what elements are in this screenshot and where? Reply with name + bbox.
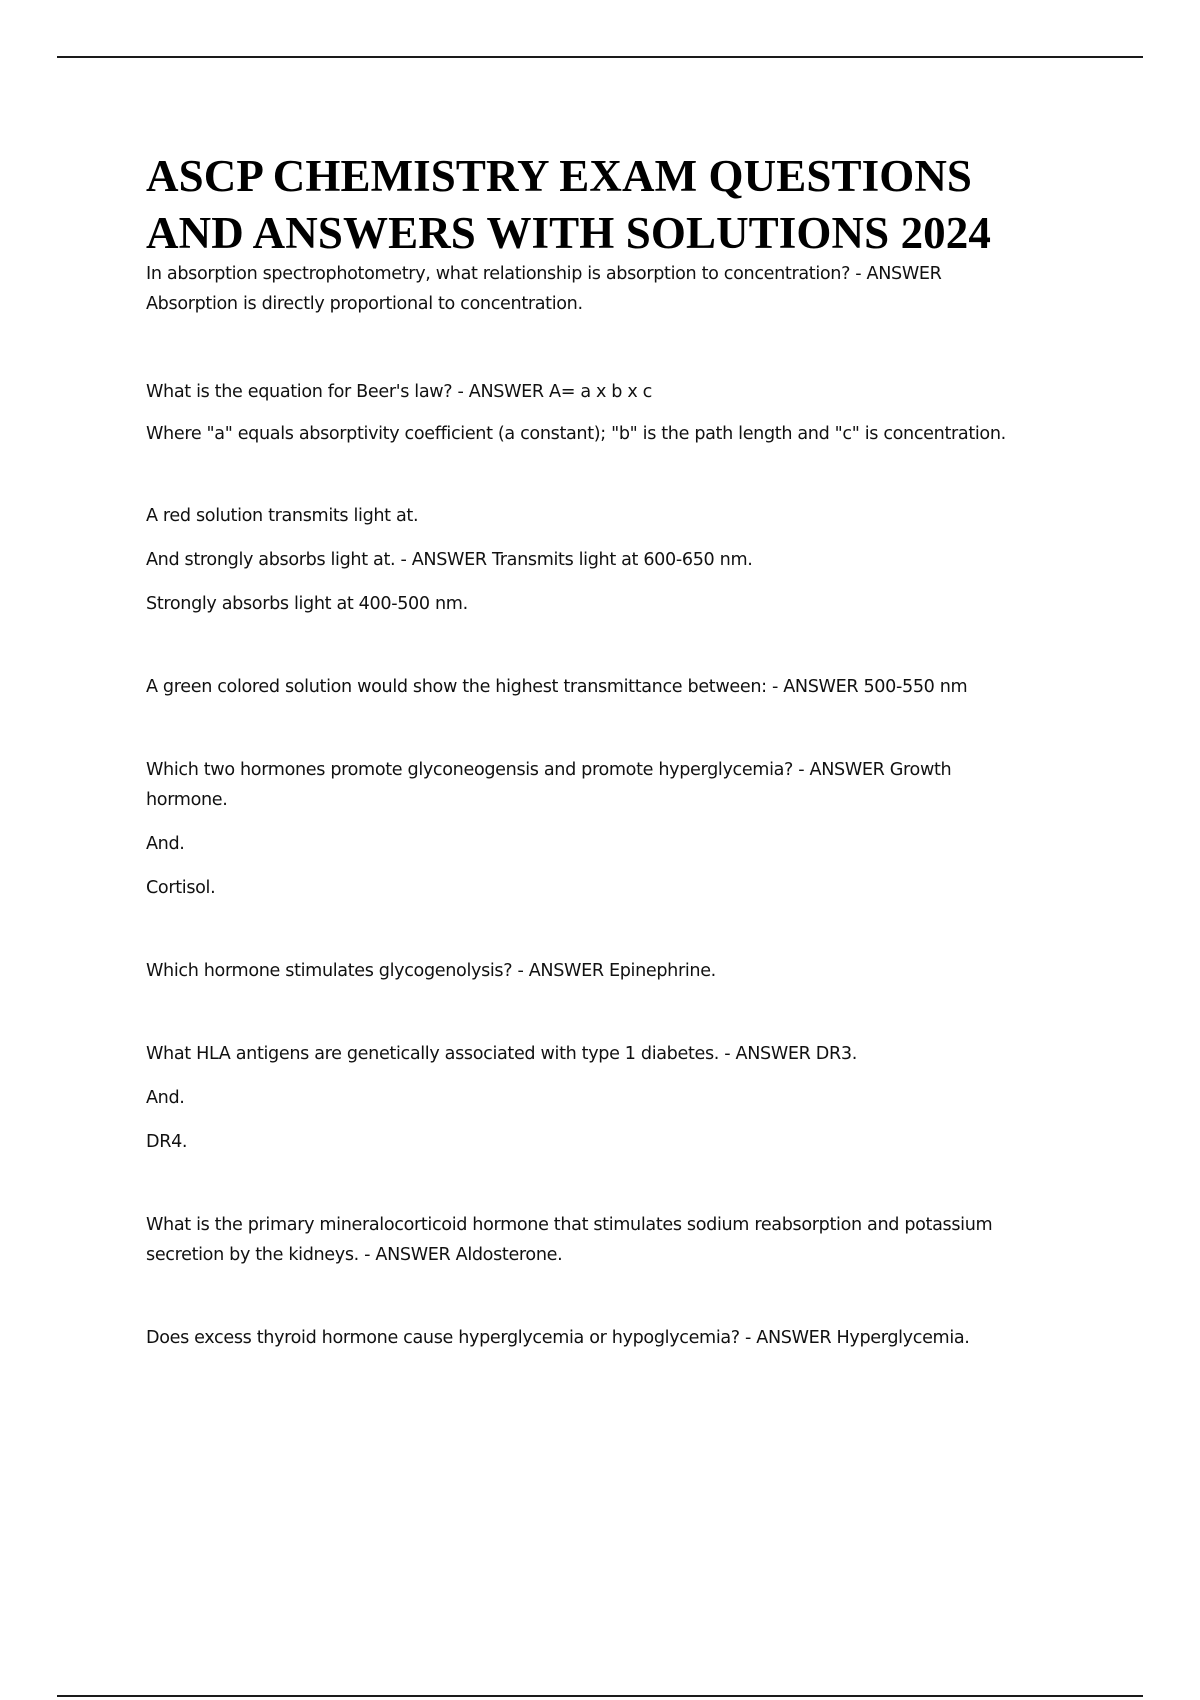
footer-rule: [57, 1695, 1143, 1697]
qa-line: A red solution transmits light at.: [146, 506, 419, 526]
qa-line: Absorption is directly proportional to concentration.: [146, 294, 583, 314]
qa-line: Which two hormones promote glyconeogensis and promote hyperglycemia? - ANSWER Growth: [146, 760, 952, 780]
qa-line: DR4.: [146, 1132, 188, 1152]
qa-line: Cortisol.: [146, 878, 216, 898]
qa-line: What is the equation for Beer's law? - ANSWER A= a x b x c: [146, 382, 652, 402]
qa-line: And.: [146, 834, 185, 854]
qa-line: A green colored solution would show the highest transmittance between: - ANSWER 500-550 nm: [146, 677, 968, 697]
qa-line: In absorption spectrophotometry, what relationship is absorption to concentration? - ANSWER: [146, 264, 942, 284]
document-page: [146, 148, 1086, 1353]
title-line-2: AND ANSWERS WITH SOLUTIONS 2024: [146, 208, 991, 258]
qa-line: Where "a" equals absorptivity coefficient (a constant); "b" is the path length and "c" is concentration.: [146, 424, 1006, 444]
qa-line: And.: [146, 1088, 185, 1108]
document-title: [146, 148, 1086, 262]
title-line-1: ASCP CHEMISTRY EXAM QUESTIONS: [146, 151, 973, 201]
qa-line: What is the primary mineralocorticoid hormone that stimulates sodium reabsorption and potassium: [146, 1215, 993, 1235]
qa-line: Strongly absorbs light at 400-500 nm.: [146, 594, 468, 614]
qa-line: And strongly absorbs light at. - ANSWER Transmits light at 600-650 nm.: [146, 550, 753, 570]
qa-line: Does excess thyroid hormone cause hyperglycemia or hypoglycemia? - ANSWER Hyperglycemia.: [146, 1328, 970, 1348]
header-rule: [57, 56, 1143, 58]
qa-line: Which hormone stimulates glycogenolysis? - ANSWER Epinephrine.: [146, 961, 716, 981]
qa-line: What HLA antigens are genetically associated with type 1 diabetes. - ANSWER DR3.: [146, 1044, 857, 1064]
qa-line: hormone.: [146, 790, 228, 810]
qa-line: secretion by the kidneys. - ANSWER Aldosterone.: [146, 1245, 563, 1265]
